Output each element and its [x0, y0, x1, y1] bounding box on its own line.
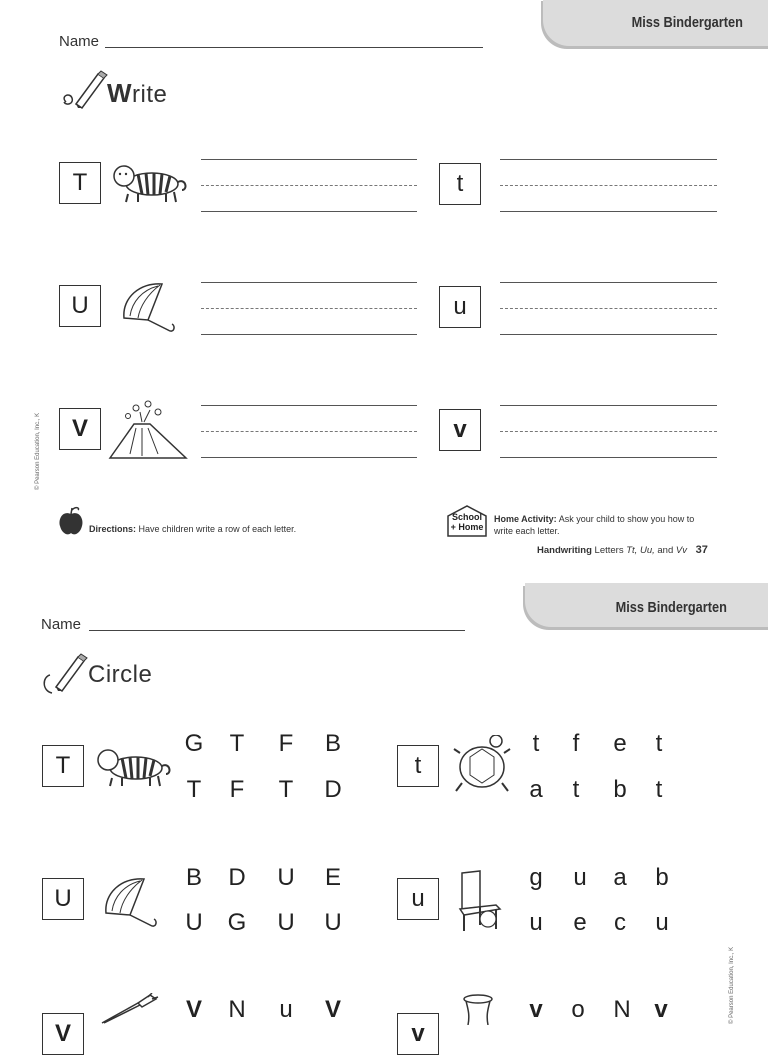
directions-label: Directions: [89, 524, 137, 534]
title-tab [525, 583, 768, 627]
heading-first-letter: W [107, 78, 133, 108]
writing-lines-upper-u[interactable] [201, 282, 417, 334]
footer-and: and [657, 545, 674, 556]
choice-letter[interactable]: G [227, 909, 247, 936]
choice-letter[interactable]: V [185, 996, 202, 1023]
name-label: Name [41, 616, 82, 633]
footer-vv: Vv [675, 545, 687, 556]
home-activity-text-2: write each letter. [494, 526, 560, 536]
choice-letter[interactable]: t [655, 776, 663, 803]
name-line[interactable] [105, 47, 483, 48]
letter-box-upper-u: U [59, 285, 101, 327]
writing-lines-lower-v[interactable] [500, 405, 717, 457]
choice-letter[interactable]: a [613, 864, 627, 891]
choice-letter[interactable]: b [655, 864, 669, 891]
choice-letter[interactable]: B [324, 730, 341, 757]
writing-lines-upper-t[interactable] [201, 159, 417, 211]
letter-box-lower-t: t [439, 163, 481, 205]
letter-box-lower-u: u [397, 878, 439, 920]
choice-letter[interactable]: T [186, 776, 202, 803]
choice-letter[interactable]: u [529, 909, 543, 936]
choice-letter[interactable]: D [228, 864, 246, 891]
choice-letter[interactable]: E [324, 864, 341, 891]
letter-box-lower-t: t [397, 745, 439, 787]
school-home-bottom: + Home [450, 522, 484, 532]
choice-letter[interactable]: F [278, 730, 294, 757]
choice-letter[interactable]: e [573, 909, 587, 936]
copyright-note: © Pearson Education, Inc., K [729, 946, 735, 1024]
choice-letter[interactable]: b [613, 776, 627, 803]
section-heading-circle: Circle [88, 661, 153, 688]
footer-letters: Letters [594, 545, 624, 556]
writing-lines-upper-v[interactable] [201, 405, 417, 457]
umbrella-icon [100, 873, 162, 935]
choice-letter[interactable]: D [324, 776, 342, 803]
volcano-icon [106, 398, 190, 460]
pencil-icon [42, 651, 88, 695]
name-label: Name [59, 33, 100, 50]
choice-letter[interactable]: v [654, 996, 668, 1023]
writing-lines-lower-u[interactable] [500, 282, 717, 334]
choice-letter[interactable]: T [229, 730, 245, 757]
choice-letter[interactable]: c [614, 909, 626, 936]
footer-topic: Handwriting [537, 545, 592, 556]
choice-letter[interactable]: G [184, 730, 204, 757]
school-home-top: School [451, 512, 482, 522]
letter-box-upper-v: V [42, 1013, 84, 1055]
worksheet-page-circle [0, 583, 768, 1047]
vase-icon [458, 993, 498, 1025]
letter-box-upper-t: T [42, 745, 84, 787]
tab-title: Miss Bindergarten [615, 599, 727, 616]
tab-title: Miss Bindergarten [631, 14, 743, 31]
home-activity [494, 513, 714, 537]
choice-letter[interactable]: e [613, 730, 627, 757]
choice-letter[interactable]: g [529, 864, 543, 891]
choice-letter[interactable]: o [571, 996, 585, 1023]
section-heading-write [107, 78, 167, 109]
home-activity-text-1: Ask your child to show you how to [558, 514, 695, 524]
choice-letter[interactable]: a [529, 776, 543, 803]
footer-uu: Uu, [639, 545, 655, 556]
school-home-icon [444, 504, 490, 538]
umbrella-icon [118, 278, 180, 340]
name-field [41, 616, 81, 633]
directions [89, 524, 296, 534]
copyright-note: © Pearson Education, Inc., K [35, 412, 41, 490]
choice-letter[interactable]: N [613, 996, 631, 1023]
choice-letter[interactable]: T [278, 776, 294, 803]
choice-letter[interactable]: f [572, 730, 580, 757]
letter-box-lower-u: u [439, 286, 481, 328]
chair-icon [452, 869, 504, 933]
tiger-icon [92, 744, 176, 788]
letter-box-lower-v: v [397, 1013, 439, 1055]
footer-caption [537, 544, 708, 556]
choice-letter[interactable]: U [185, 909, 203, 936]
choice-letter[interactable]: t [655, 730, 663, 757]
choice-letter[interactable]: U [277, 864, 295, 891]
heading-rest: rite [132, 81, 168, 108]
turtle-icon [452, 735, 512, 797]
choice-letter[interactable]: N [228, 996, 246, 1023]
choice-letter[interactable]: V [324, 996, 341, 1023]
violin-icon [98, 993, 162, 1025]
apple-icon [58, 506, 84, 536]
choice-letter[interactable]: U [277, 909, 295, 936]
directions-text: Have children write a row of each letter. [138, 524, 297, 534]
choice-letter[interactable]: v [529, 996, 543, 1023]
choice-letter[interactable]: t [532, 730, 540, 757]
letter-box-upper-v: V [59, 408, 101, 450]
home-activity-label: Home Activity: [494, 514, 557, 524]
letter-box-upper-t: T [59, 162, 101, 204]
choice-letter[interactable]: u [573, 864, 587, 891]
choice-letter[interactable]: F [229, 776, 245, 803]
name-line[interactable] [89, 630, 465, 631]
title-tab [543, 0, 768, 46]
pencil-icon [62, 68, 108, 110]
tiger-icon [108, 160, 192, 204]
letter-box-lower-v: v [439, 409, 481, 451]
name-field [59, 33, 99, 50]
page-number: 37 [695, 544, 708, 556]
letter-box-upper-u: U [42, 878, 84, 920]
writing-lines-lower-t[interactable] [500, 159, 717, 211]
choice-letter[interactable]: u [655, 909, 669, 936]
choice-letter[interactable]: u [279, 996, 293, 1023]
choice-letter[interactable]: U [324, 909, 342, 936]
choice-letter[interactable]: B [185, 864, 202, 891]
choice-letter[interactable]: t [572, 776, 580, 803]
footer-tt: Tt, [626, 545, 638, 556]
